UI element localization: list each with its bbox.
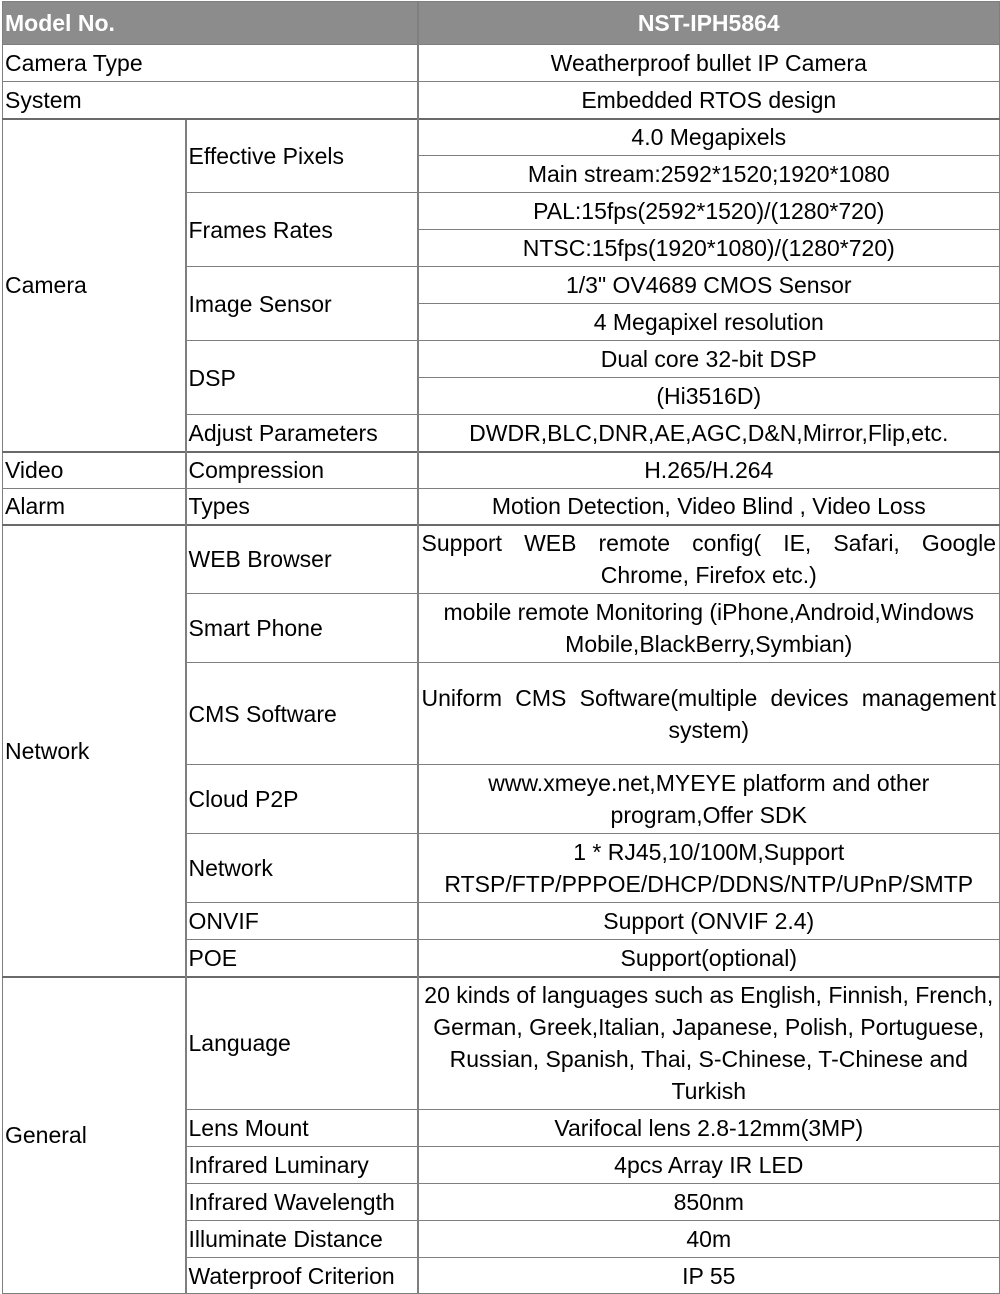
table-row <box>3 119 1000 156</box>
camera-category: Camera <box>3 119 186 452</box>
poe-label: POE <box>186 940 418 977</box>
waterproof-criterion-label: Waterproof Criterion <box>186 1258 418 1294</box>
infrared-wavelength-value: 850nm <box>418 1184 1000 1221</box>
illuminate-distance-label: Illuminate Distance <box>186 1221 418 1258</box>
effective-pixels-label: Effective Pixels <box>186 119 418 193</box>
spec-table <box>2 1 1000 1294</box>
web-browser-value: Support WEB remote config( IE, Safari, Google Chrome, Firefox etc.) <box>418 525 1000 594</box>
header-label: Model No. <box>3 2 418 45</box>
table-row <box>3 45 1000 82</box>
dsp-label: DSP <box>186 341 418 415</box>
smart-phone-value: mobile remote Monitoring (iPhone,Android,Windows Mobile,BlackBerry,Symbian) <box>418 594 1000 663</box>
alarm-category: Alarm <box>3 489 186 525</box>
adjust-parameters-value: DWDR,BLC,DNR,AE,AGC,D&N,Mirror,Flip,etc. <box>418 415 1000 452</box>
frame-rates-label: Frames Rates <box>186 193 418 267</box>
onvif-value: Support (ONVIF 2.4) <box>418 903 1000 940</box>
language-value: 20 kinds of languages such as English, Finnish, French, German, Greek,Italian, Japanese, Polish, Portuguese, Russian, Spanish, Thai, S-Chinese, T-Chinese and Turkish <box>418 977 1000 1110</box>
poe-value: Support(optional) <box>418 940 1000 977</box>
dsp-value: Dual core 32-bit DSP <box>418 341 1000 378</box>
cloud-p2p-label: Cloud P2P <box>186 765 418 834</box>
ntsc-fps-value: NTSC:15fps(1920*1080)/(1280*720) <box>418 230 1000 267</box>
camera-type-value: Weatherproof bullet IP Camera <box>418 45 1000 82</box>
web-browser-label: WEB Browser <box>186 525 418 594</box>
sensor-resolution-value: 4 Megapixel resolution <box>418 304 1000 341</box>
smart-phone-label: Smart Phone <box>186 594 418 663</box>
network-category: Network <box>3 525 186 977</box>
alarm-types-label: Types <box>186 489 418 525</box>
system-value: Embedded RTOS design <box>418 82 1000 119</box>
camera-type-label: Camera Type <box>3 45 418 82</box>
effective-pixels-value: 4.0 Megapixels <box>418 119 1000 156</box>
cms-software-value: Uniform CMS Software(multiple devices management system) <box>418 663 1000 765</box>
video-category: Video <box>3 452 186 489</box>
infrared-luminary-value: 4pcs Array IR LED <box>418 1147 1000 1184</box>
network-label: Network <box>186 834 418 903</box>
compression-value: H.265/H.264 <box>418 452 1000 489</box>
compression-label: Compression <box>186 452 418 489</box>
network-value: 1 * RJ45,10/100M,Support RTSP/FTP/PPPOE/DHCP/DDNS/NTP/UPnP/SMTP <box>418 834 1000 903</box>
illuminate-distance-value: 40m <box>418 1221 1000 1258</box>
cms-software-label: CMS Software <box>186 663 418 765</box>
alarm-types-value: Motion Detection, Video Blind , Video Loss <box>418 489 1000 525</box>
dsp-chip-value: (Hi3516D) <box>418 378 1000 415</box>
table-row <box>3 977 1000 1110</box>
image-sensor-label: Image Sensor <box>186 267 418 341</box>
general-category: General <box>3 977 186 1294</box>
table-row <box>3 82 1000 119</box>
table-row <box>3 525 1000 594</box>
lens-mount-label: Lens Mount <box>186 1110 418 1147</box>
adjust-parameters-label: Adjust Parameters <box>186 415 418 452</box>
waterproof-criterion-value: IP 55 <box>418 1258 1000 1294</box>
cloud-p2p-value: www.xmeye.net,MYEYE platform and other program,Offer SDK <box>418 765 1000 834</box>
table-row <box>3 452 1000 489</box>
header-row <box>3 2 1000 45</box>
system-label: System <box>3 82 418 119</box>
model-number: NST-IPH5864 <box>418 2 1000 45</box>
infrared-luminary-label: Infrared Luminary <box>186 1147 418 1184</box>
pal-fps-value: PAL:15fps(2592*1520)/(1280*720) <box>418 193 1000 230</box>
image-sensor-value: 1/3" OV4689 CMOS Sensor <box>418 267 1000 304</box>
language-label: Language <box>186 977 418 1110</box>
table-row <box>3 489 1000 525</box>
main-stream-value: Main stream:2592*1520;1920*1080 <box>418 156 1000 193</box>
infrared-wavelength-label: Infrared Wavelength <box>186 1184 418 1221</box>
lens-mount-value: Varifocal lens 2.8-12mm(3MP) <box>418 1110 1000 1147</box>
onvif-label: ONVIF <box>186 903 418 940</box>
